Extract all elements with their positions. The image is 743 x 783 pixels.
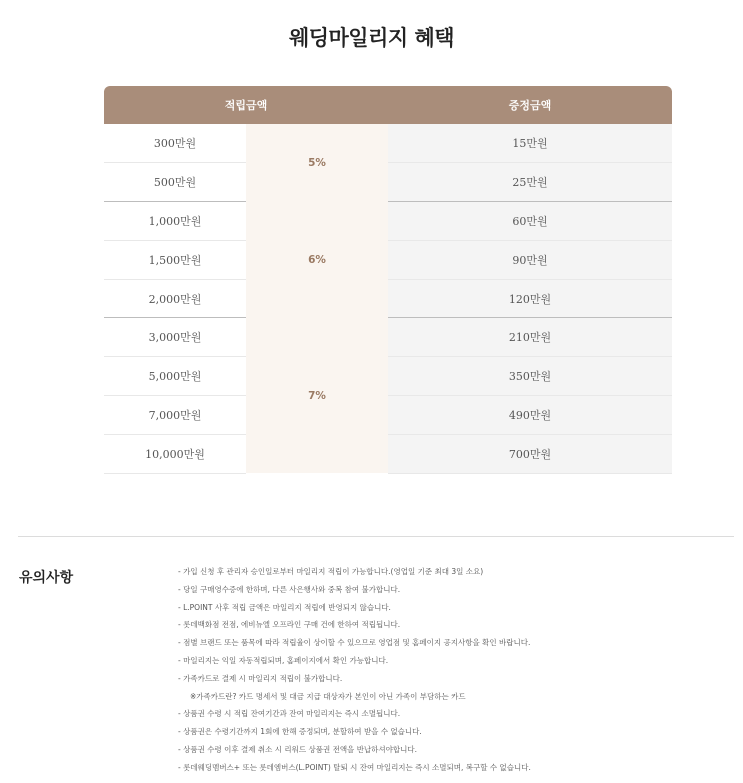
accumulated-amount-cell: 3,000만원: [104, 318, 246, 357]
notice-item: - 마일리지는 익일 자동적립되며, 홈페이지에서 확인 가능합니다.: [178, 655, 389, 665]
table-row: [104, 396, 672, 435]
gift-amount-cell: 350만원: [388, 357, 672, 396]
accumulated-amount-cell: 2,000만원: [104, 279, 246, 318]
gift-amount-cell: 25만원: [388, 163, 672, 202]
notice-item: - 가입 신청 후 관리자 승인일로부터 마일리지 적립이 가능합니다.(영업일 기준 최대 3일 소요): [178, 567, 484, 576]
notice-item: - 상품권 수령 이후 결제 취소 시 리워드 상품권 전액을 반납하셔야합니다.: [178, 744, 418, 754]
page-title: 웨딩마일리지 혜택: [288, 26, 455, 50]
table-row: [104, 240, 672, 279]
table-row: [104, 279, 672, 318]
notice-title: 유의사항: [19, 570, 74, 586]
table-row: [104, 163, 672, 202]
table-row: [104, 318, 672, 357]
notice-item: - 점별 브랜드 또는 품목에 따라 적립율이 상이할 수 있으므로 영업점 및 홈페이지 공지사항을 확인 바랍니다.: [178, 638, 531, 648]
notice-sub-item: ※가족카드란? 카드 명세서 및 대금 지급 대상자가 본인이 아닌 가족이 부담하는 카드: [190, 691, 466, 701]
rate-cell: 5%: [246, 124, 388, 202]
table-row: [104, 124, 672, 163]
table-row: [104, 357, 672, 396]
accumulated-amount-cell: 10,000만원: [104, 434, 246, 473]
table-header-row: [104, 86, 672, 124]
notice-item: - 당일 구매영수증에 한하며, 다른 사은행사와 중복 참여 불가합니다.: [178, 584, 401, 594]
gift-amount-cell: 90만원: [388, 240, 672, 279]
gift-amount-cell: 60만원: [388, 202, 672, 241]
notice-item: - 롯데백화점 전점, 에비뉴엘 오프라인 구매 건에 한하여 적립됩니다.: [178, 620, 401, 630]
section-divider: [18, 536, 734, 537]
notice-item: - 롯데웨딩멤버스+ 또는 롯데엠버스(L.POINT) 탈퇴 시 잔여 마일리지는 즉시 소멸되며, 복구할 수 없습니다.: [178, 762, 531, 772]
gift-amount-cell: 700만원: [388, 434, 672, 473]
rate-cell: 6%: [246, 202, 388, 318]
accumulated-amount-cell: 500만원: [104, 163, 246, 202]
header-gift-amount: 증정금액: [388, 86, 672, 124]
notice-item: - 상품권은 수령기간까지 1회에 한해 증정되며, 분할하여 받을 수 없습니다.: [178, 727, 422, 737]
accumulated-amount-cell: 1,000만원: [104, 202, 246, 241]
accumulated-amount-cell: 7,000만원: [104, 396, 246, 435]
table-row: [104, 434, 672, 473]
gift-amount-cell: 210만원: [388, 318, 672, 357]
table-row: [104, 202, 672, 241]
notice-item: - 상품권 수령 시 적립 잔여기간과 잔여 마일리지는 즉시 소멸됩니다.: [178, 709, 401, 719]
notice-list: [178, 563, 738, 777]
accumulated-amount-cell: 5,000만원: [104, 357, 246, 396]
accumulated-amount-cell: 300만원: [104, 124, 246, 163]
accumulated-amount-cell: 1,500만원: [104, 240, 246, 279]
gift-amount-cell: 120만원: [388, 279, 672, 318]
rate-cell: 7%: [246, 318, 388, 473]
gift-amount-cell: 490만원: [388, 396, 672, 435]
header-accumulated-amount: 적립금액: [104, 86, 388, 124]
notice-item: - L.POINT 사후 적립 금액은 마일리지 적립에 반영되지 않습니다.: [178, 602, 391, 612]
mileage-benefit-table: [104, 86, 672, 474]
gift-amount-cell: 15만원: [388, 124, 672, 163]
notice-item: - 가족카드로 결제 시 마일리지 적립이 불가합니다.: [178, 673, 343, 683]
